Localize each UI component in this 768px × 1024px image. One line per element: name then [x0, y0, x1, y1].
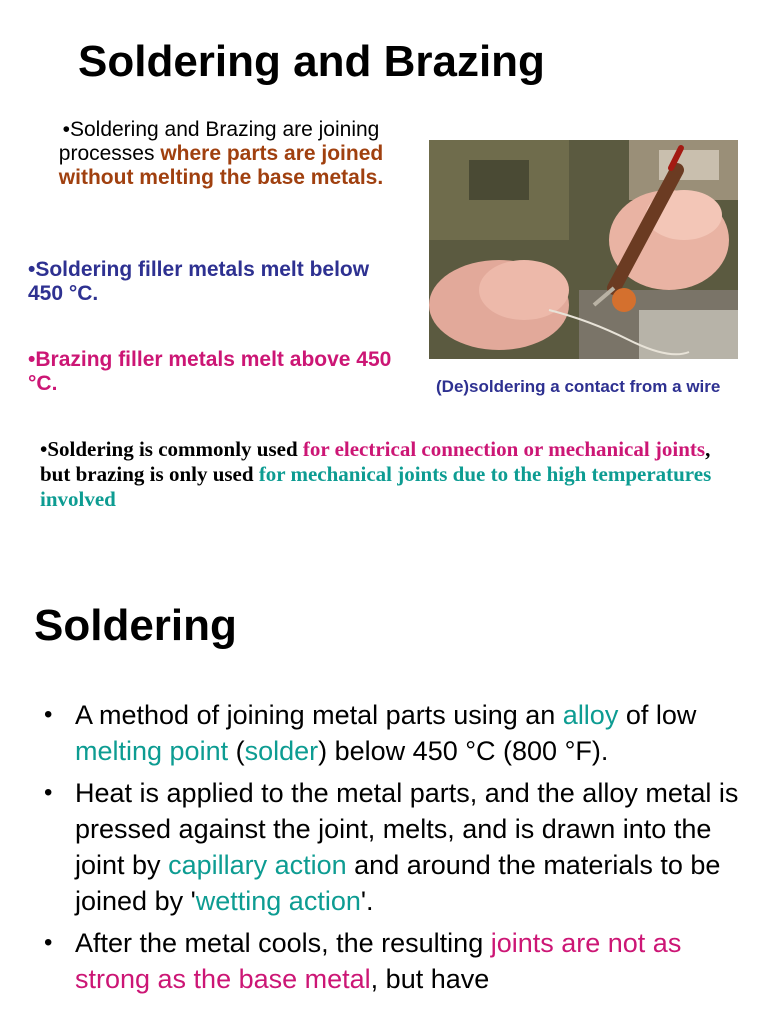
bullet3-text-a: After the metal cools, the resulting — [75, 928, 491, 958]
link-capillary-action[interactable]: capillary action — [168, 850, 347, 880]
intro-highlight-text: where parts are joined without melting the base metals. — [58, 142, 384, 189]
bullet1-text-g: ) below 450 °C (800 °F). — [318, 736, 609, 766]
list-item — [44, 775, 744, 919]
bullet1-text-a: A method of joining metal parts using an — [75, 700, 563, 730]
soldering-photo — [429, 140, 738, 359]
slide-title: Soldering and Brazing — [78, 37, 545, 86]
bullet1-text-c: of low — [618, 700, 697, 730]
section-title: Soldering — [34, 601, 237, 650]
bullet-list — [44, 697, 744, 1003]
usage-text-4: for mechanical joints due to the high temperatures involved — [40, 462, 712, 511]
usage-paragraph — [40, 437, 730, 512]
list-item — [44, 697, 744, 769]
bullet2-text-c: and around the materials to be joined by ' — [75, 850, 721, 916]
intro-paragraph — [26, 118, 416, 190]
photo-caption: (De)soldering a contact from a wire — [436, 377, 721, 396]
brazing-fact: •Brazing filler metals melt above 450 °C. — [28, 348, 392, 395]
link-melting-point[interactable]: melting point — [75, 736, 229, 766]
link-solder[interactable]: solder — [244, 736, 319, 766]
list-item — [44, 925, 744, 997]
bullet2-text-a: Heat is applied to the metal parts, and the alloy metal is pressed against the joint, melts, and is drawn into the joint by — [75, 778, 739, 880]
usage-text-1: •Soldering is commonly used — [40, 437, 303, 461]
bullet3-text-c: , but have — [370, 964, 490, 994]
link-alloy[interactable]: alloy — [562, 700, 619, 730]
link-wetting-action[interactable]: wetting action — [195, 886, 361, 916]
bullet2-text-e: '. — [360, 886, 374, 916]
usage-text-3: , but brazing is only used — [40, 437, 711, 486]
bullet1-text-e: ( — [228, 736, 245, 766]
soldering-fact: •Soldering filler metals melt below 450 °C. — [28, 258, 370, 305]
usage-text-2: for electrical connection or mechanical joints — [302, 437, 706, 461]
intro-plain-text: •Soldering and Brazing are joining processes — [58, 118, 380, 165]
bullet3-highlight: joints are not as strong as the base metal — [75, 928, 682, 994]
